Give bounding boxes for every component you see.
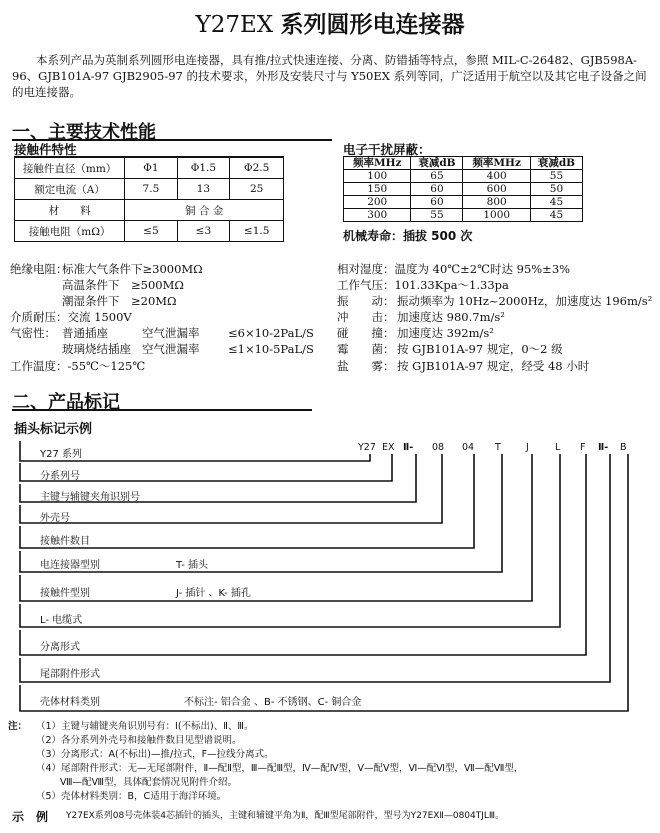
emi-cell: 45 <box>530 209 582 222</box>
code-material: B <box>620 442 627 453</box>
code-type: T <box>495 442 501 453</box>
cell-label: 接触件直径（mm） <box>15 157 125 179</box>
title-name: 系列圆形电连接器 <box>280 12 465 38</box>
code-key: Ⅱ- <box>403 442 414 453</box>
marking-heading: 插头标记示例 <box>14 422 93 437</box>
leader-separation <box>20 454 586 655</box>
label-key: 主键与辅键夹角识别号 <box>40 492 140 503</box>
seal-1-value: ≤6×10-2PaL/S <box>228 326 314 340</box>
cell-label: 接触电阻（mΩ） <box>15 221 125 242</box>
emi-header: 衰减dB <box>411 157 463 170</box>
emi-cell: 100 <box>344 170 411 183</box>
cell: 7.5 <box>125 179 177 200</box>
label-type-value: T- 插头 <box>176 560 208 571</box>
label-cable: L- 电缆式 <box>40 615 83 626</box>
emi-header: 频率MHz <box>463 157 530 170</box>
shock-label: 冲 击： <box>337 310 395 324</box>
label-tail: 尾部附件形式 <box>40 669 100 680</box>
insulation-humid: 潮湿条件下 ≥20MΩ <box>62 294 177 308</box>
label-material-value: 不标注- 铝合金 、B- 不锈钢、C- 铜合金 <box>184 697 362 708</box>
emi-cell: 55 <box>530 170 582 183</box>
emi-table-caption: 电子干扰屏蔽： <box>343 142 431 157</box>
cell-label: 材 料 <box>15 200 125 221</box>
emi-cell: 150 <box>344 183 411 196</box>
vibration-value: 振动频率为 10Hz~2000Hz，加速度达 196m/s² <box>397 294 653 308</box>
cell: Φ1.5 <box>177 157 230 179</box>
code-contact-type: J <box>526 442 529 453</box>
label-contacts: 接触件数目 <box>40 536 90 547</box>
emi-cell: 300 <box>344 209 411 222</box>
note-4a: （4）尾部附件形式：无—无尾部附件，Ⅱ—配Ⅱ型，Ⅲ—配Ⅲ型，Ⅳ—配Ⅳ型，Ⅴ—配Ⅴ型，Ⅵ—配Ⅵ型，Ⅶ—配Ⅶ型， <box>36 763 524 774</box>
emi-cell: 50 <box>530 183 582 196</box>
bump-value: 加速度达 392m/s² <box>397 326 494 340</box>
label-contact-type: 接触件型别 <box>40 588 90 599</box>
code-y27: Y27 <box>358 442 376 453</box>
code-contacts: 04 <box>462 442 475 453</box>
section2-heading: 二、产品标记 <box>12 392 120 413</box>
label-type: 电连接器型别 <box>40 560 100 571</box>
code-cable: L <box>555 442 561 453</box>
emi-cell: 65 <box>411 170 463 183</box>
label-shell: 外壳号 <box>40 513 70 524</box>
dielectric: 介质耐压：交流 1500V <box>10 310 132 324</box>
pressure: 工作气压：101.33Kpa～1.33pa <box>337 278 509 292</box>
vibration-label: 振 动： <box>337 294 395 308</box>
note-3: （3）分离形式：A(不标出)—推/拉式，F—拉线分离式。 <box>36 749 274 760</box>
cell: ≤1.5 <box>230 221 284 242</box>
title-model: Y27EX <box>195 12 274 38</box>
mold-label: 霉 菌： <box>337 342 395 356</box>
emi-cell: 800 <box>463 196 530 209</box>
emi-cell: 600 <box>463 183 530 196</box>
cell: 13 <box>177 179 230 200</box>
insulation-label: 绝缘电阻： <box>10 262 68 276</box>
example-label: 示 例 <box>12 810 49 824</box>
cell: Φ2.5 <box>230 157 284 179</box>
contact-table-caption: 接触件特性 <box>14 142 77 157</box>
code-separation: F <box>580 442 586 453</box>
seal-label: 气密性： <box>10 326 56 340</box>
label-contact-type-value: J- 插针 、K- 插孔 <box>176 588 251 599</box>
emi-cell: 60 <box>411 183 463 196</box>
notes-label: 注： <box>8 721 28 732</box>
note-1: （1）主键与辅键夹角识别号有：Ⅰ(不标出)、Ⅱ、Ⅲ。 <box>36 721 254 732</box>
seal-2-name: 玻璃烧结插座 <box>62 342 131 356</box>
cell: ≤3 <box>177 221 230 242</box>
mechanical-life: 机械寿命：插拔 500 次 <box>343 229 473 243</box>
code-tail: Ⅱ- <box>598 442 609 453</box>
seal-2-leak: 空气泄漏率 <box>142 342 200 356</box>
emi-cell: 60 <box>411 196 463 209</box>
code-ex: EX <box>382 442 395 453</box>
shock-value: 加速度达 980.7m/s² <box>397 310 505 324</box>
insulation-std: 标准大气条件下≥3000MΩ <box>62 262 203 276</box>
leader-contact-type <box>20 454 532 601</box>
leader-type <box>20 454 502 572</box>
emi-header: 频率MHz <box>344 157 411 170</box>
emi-cell: 55 <box>411 209 463 222</box>
emi-cell: 200 <box>344 196 411 209</box>
note-4b: Ⅷ—配Ⅷ型，具体配套情况见附件介绍。 <box>60 777 238 788</box>
seal-1-leak: 空气泄漏率 <box>142 326 200 340</box>
emi-cell: 400 <box>463 170 530 183</box>
label-separation: 分离形式 <box>40 642 80 653</box>
code-shell: 08 <box>432 442 445 453</box>
intro-paragraph: 本系列产品为英制系列圆形电连接器，具有推/拉式快速连接、分离、防错插等特点，参照 MIL-C-26482、GJB598A-96、GJB101A-97 GJB2905-97 的技术要求，外形及安装尺寸与 Y50EX 系列等同，广泛适用于航空以及其它电子设备之间的电连接器。 <box>12 53 647 99</box>
cell: ≤5 <box>125 221 177 242</box>
cell: 铜 合 金 <box>125 200 284 221</box>
note-2: （2）各分系列外壳号和接触件数目见型谱说明。 <box>36 735 242 746</box>
seal-2-value: ≤1×10-5PaL/S <box>228 342 314 356</box>
note-5: （5）壳体材料类别：B，C适用于海洋环境。 <box>36 791 227 802</box>
cell-label: 额定电流（A） <box>15 179 125 200</box>
label-material: 壳体材料类别 <box>40 697 100 708</box>
salt-value: 按 GJB101A-97 规定，经受 48 小时 <box>397 359 590 373</box>
seal-1-name: 普通插座 <box>62 326 108 340</box>
label-subseries: 分系列号 <box>40 471 80 482</box>
bump-label: 碰 撞： <box>337 326 395 340</box>
humidity: 相对湿度：温度为 40℃±2℃时达 95%±3% <box>337 262 571 276</box>
emi-cell: 1000 <box>463 209 530 222</box>
emi-cell: 45 <box>530 196 582 209</box>
temperature: 工作温度：-55℃～125℃ <box>10 359 146 373</box>
cell: Φ1 <box>125 157 177 179</box>
insulation-high: 高温条件下 ≥500MΩ <box>62 278 184 292</box>
salt-label: 盐 雾： <box>337 359 395 373</box>
mold-value: 按 GJB101A-97 规定，0～2 级 <box>397 342 563 356</box>
cell: 25 <box>230 179 284 200</box>
section1-heading: 一、主要技术性能 <box>12 122 156 143</box>
emi-header: 衰减dB <box>530 157 582 170</box>
example-text: Y27EX系列08号壳体装4芯插针的插头，主键和辅键平角为Ⅱ，配Ⅲ型尾部附件，型号为Y27EXⅡ—0804TJLⅢ。 <box>66 811 505 821</box>
label-series: Y27 系列 <box>40 449 83 460</box>
